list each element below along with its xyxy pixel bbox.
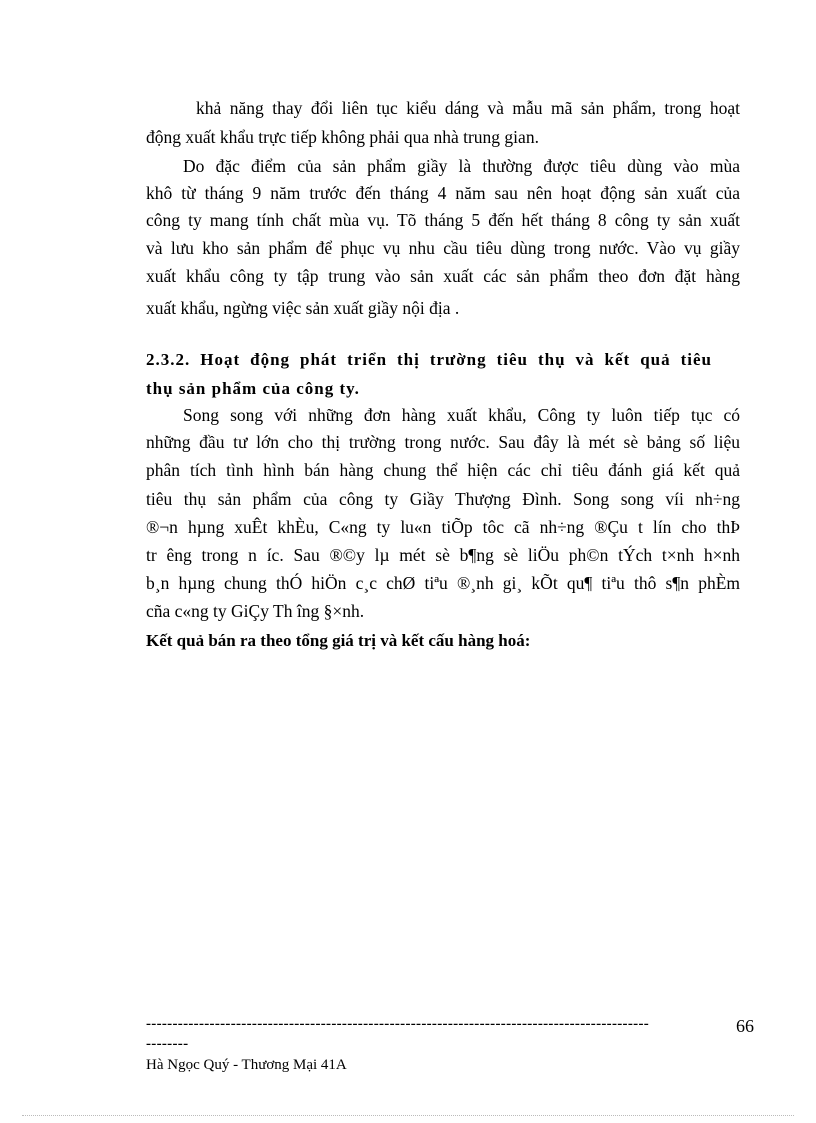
paragraph-line: và lưu kho sản phẩm để phục vụ nhu cầu tiêu dùng trong nước. Vào vụ giầy xyxy=(146,238,740,258)
paragraph-line: khô từ tháng 9 năm trước đến tháng 4 năm sau nên hoạt động sản xuất của xyxy=(146,183,740,203)
paragraph-line: tr êng trong n íc. Sau ®©y lµ mét sè b¶ng sè liÖu ph©n tÝch t×nh h×nh xyxy=(146,545,740,565)
paragraph-line: xuất khẩu, ngừng việc sản xuất giầy nội địa . xyxy=(146,298,460,318)
paragraph-line: phân tích tình hình bán hàng chung thể hiện các chỉ tiêu đánh giá kết quả xyxy=(146,460,740,480)
paragraph-line: tiêu thụ sản phẩm của công ty Giầy Thượng Đình. Song song víi nh÷ng xyxy=(146,489,740,509)
paragraph-line: những đầu tư lớn cho thị trường trong nước. Sau đây là mét sè bảng số liệu xyxy=(146,432,740,452)
paragraph-line: ®¬n hµng xuÊt khÈu, C«ng ty lu«n tiÕp tôc cã nh÷ng ®Çu t lín cho thÞ xyxy=(146,517,740,537)
paragraph-line: công ty mang tính chất mùa vụ. Tõ tháng 5 đến hết tháng 8 công ty sản xuất xyxy=(146,210,740,230)
paragraph-line: Do đặc điểm của sản phẩm giầy là thường được tiêu dùng vào mùa xyxy=(183,156,740,176)
table-caption: Kết quả bán ra theo tổng giá trị và kết cấu hàng hoá: xyxy=(146,631,531,650)
footer-rule-continued: -------- xyxy=(146,1036,189,1052)
paragraph-line: xuất khẩu công ty tập trung vào sản xuất các sản phẩm theo đơn đặt hàng xyxy=(146,266,740,286)
paragraph-line: khả năng thay đổi liên tục kiểu dáng và mẫu mã sản phẩm, trong hoạt xyxy=(196,98,740,118)
paragraph-line: động xuất khẩu trực tiếp không phải qua nhà trung gian. xyxy=(146,127,539,147)
section-heading: thụ sản phẩm của công ty. xyxy=(146,379,360,398)
footer-author: Hà Ngọc Quý - Thương Mại 41A xyxy=(146,1057,347,1073)
paragraph-line: cña c«ng ty GiÇy Th îng §×nh. xyxy=(146,601,365,621)
paragraph-line: b¸n hµng chung thÓ hiÖn c¸c chØ tiªu ®¸nh gi¸ kÕt qu¶ tiªu thô s¶n phÈm xyxy=(146,573,740,593)
paragraph-line: Song song với những đơn hàng xuất khẩu, Công ty luôn tiếp tục có xyxy=(183,405,740,425)
footer-rule: ----------------------------------------------------------------------------------------------- xyxy=(146,1016,650,1032)
section-heading: 2.3.2. Hoạt động phát triển thị trường tiêu thụ và kết quả tiêu xyxy=(146,350,712,369)
page-number: 66 xyxy=(736,1016,754,1036)
page-bottom-divider xyxy=(22,1115,794,1116)
